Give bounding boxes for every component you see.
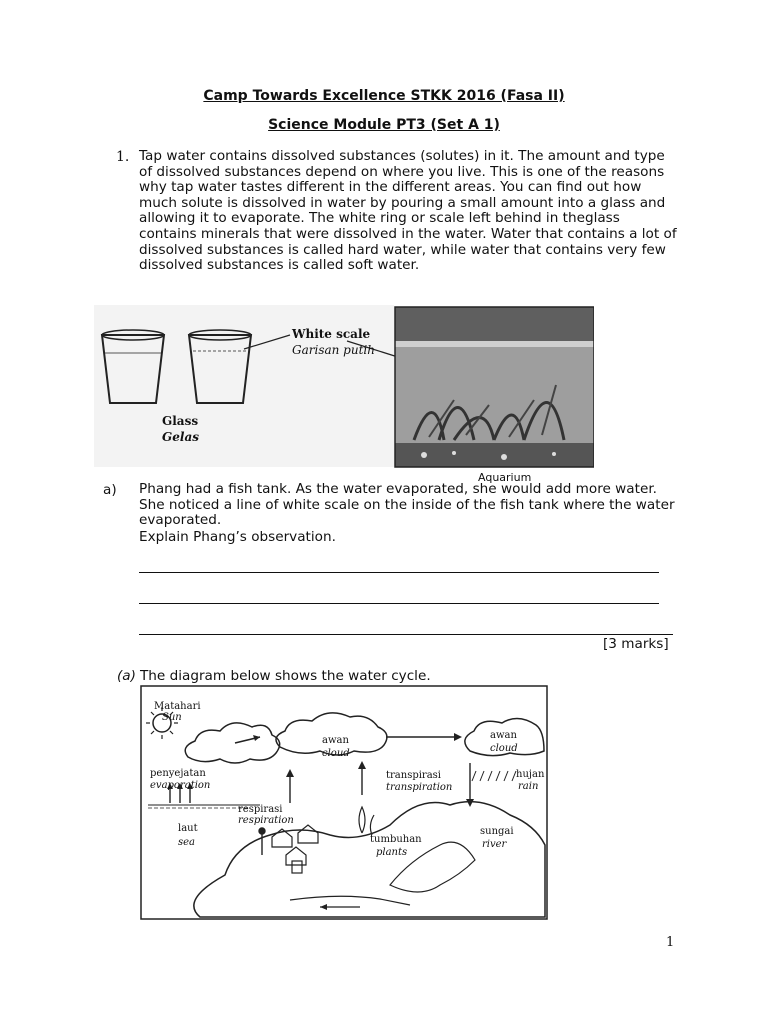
page-subtitle: Science Module PT3 (Set A 1) [268, 117, 500, 133]
evaporation-label-en: evaporation [150, 780, 211, 791]
transpiration-label-en: transpiration [386, 782, 453, 793]
white-scale-label-ms: Garisan putih [292, 343, 375, 357]
respiration-label-en: respiration [238, 815, 294, 826]
answer-line-3[interactable] [139, 634, 673, 635]
aquarium-caption: Aquarium [478, 471, 532, 484]
transpiration-label-ms: transpirasi [386, 770, 442, 781]
answer-line-1[interactable] [139, 572, 659, 573]
white-scale-label: White scale [292, 327, 371, 341]
river-label-en: river [482, 839, 507, 850]
part-a-label: a) [103, 482, 117, 498]
sun-label-en: Sun [162, 712, 182, 723]
page-number: 1 [666, 935, 675, 950]
river-label-ms: sungai [480, 826, 514, 837]
plants-label-ms: tumbuhan [370, 834, 422, 845]
respiration-label-ms: respirasi [238, 804, 283, 815]
answer-line-2[interactable] [139, 603, 659, 604]
glass-label-ms: Gelas [162, 430, 199, 444]
part-a2-label: (a) [117, 668, 136, 684]
rain-label-ms: hujan [516, 769, 545, 780]
evaporation-label-ms: penyejatan [150, 768, 206, 779]
cloud2-label-en: cloud [490, 743, 518, 754]
page-title: Camp Towards Excellence STKK 2016 (Fasa II) [203, 88, 565, 104]
cloud-label-ms: awan [322, 735, 349, 746]
marks-label: [3 marks] [603, 636, 669, 652]
part-a-prompt: Explain Phang’s observation. [139, 529, 336, 545]
part-a-text: Phang had a fish tank. As the water evaporated, she would add more water. She noticed a line of white scale on the inside of the fish tank where the water evaporated. [139, 481, 675, 529]
cloud2-label-ms: awan [490, 730, 517, 741]
glass-label: Glass [162, 414, 199, 428]
rain-label-en: rain [518, 781, 539, 792]
water-cycle-diagram [140, 685, 548, 920]
water-cycle-svg [140, 685, 548, 920]
aquarium-image [395, 307, 594, 467]
question-text: Tap water contains dissolved substances (solutes) in it. The amount and type of dissolved substances depend on where you live. This is one of the reasons why tap water tastes different in the different areas. You can find out how much solute is dissolved in water by pouring a small amount into a glass and allowing it to evaporate. The white ring or scale left behind in theglass contains minerals that were dissolved in the water. Water that contains a lot of dissolved substances is called hard water, while water that contains very few dissolved substances is called soft water. [139, 148, 677, 274]
question-number: 1. [116, 149, 130, 165]
cloud-label-en: cloud [322, 748, 350, 759]
sea-label-ms: laut [178, 823, 198, 834]
plants-label-en: plants [376, 847, 408, 858]
sea-label-en: sea [178, 837, 196, 848]
sun-label-ms: Matahari [154, 701, 201, 712]
part-a2-text: The diagram below shows the water cycle. [140, 668, 431, 684]
